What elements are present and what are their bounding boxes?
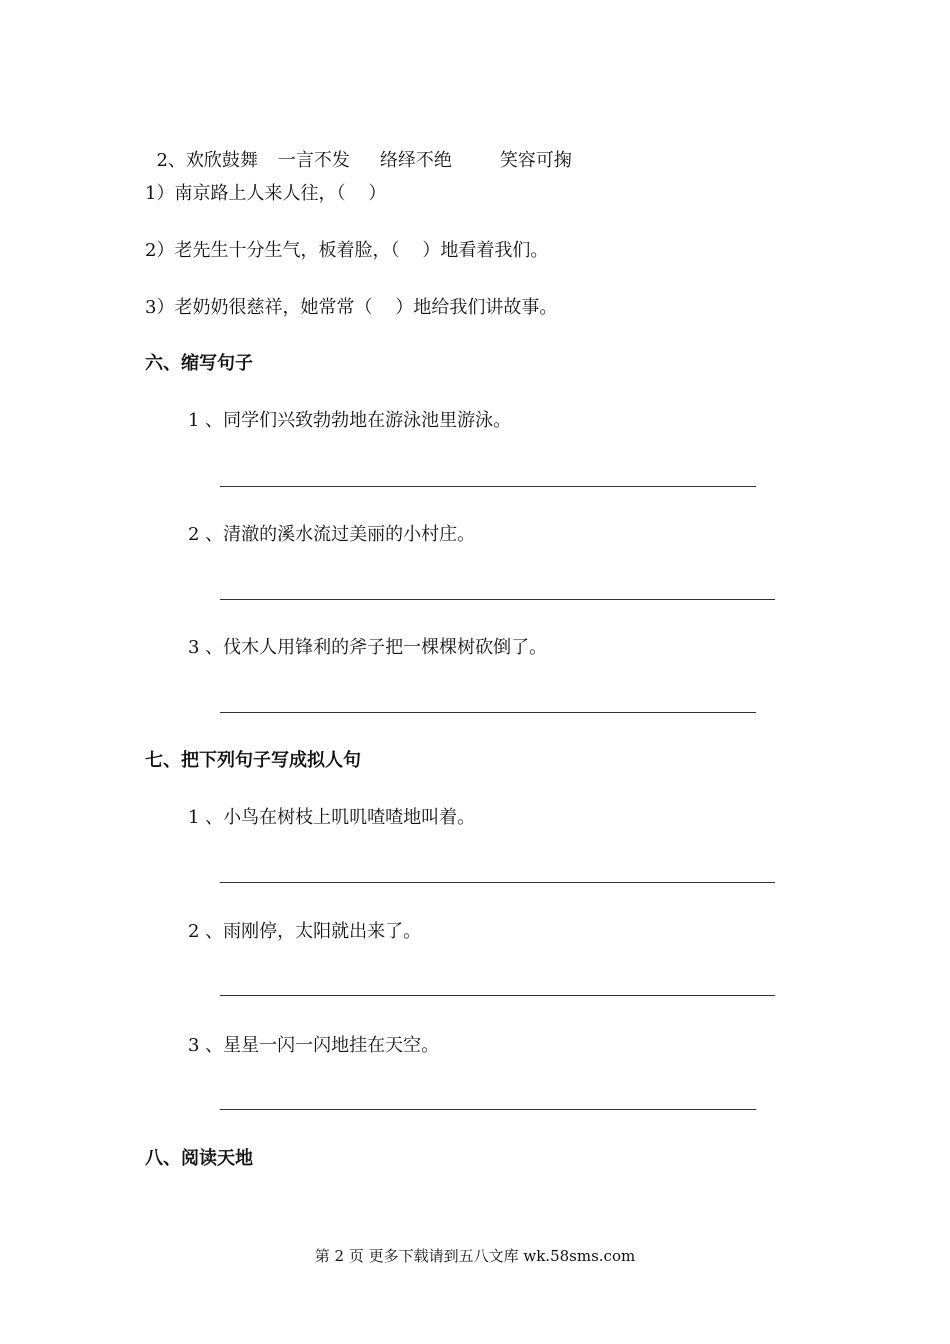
idiom-choice-2: 一言不发 [277,150,350,171]
section7-item-2: 2 、雨刚停，太阳就出来了。 [188,921,422,942]
section7-item-1: 1 、小鸟在树枝上叽叽喳喳地叫着。 [188,807,476,828]
answer-line[interactable] [220,995,775,996]
page-footer: 第 2 页 更多下载请到五八文库 wk.58sms.com [314,1247,636,1265]
idiom-choice-line [145,125,572,173]
section6-item-1: 1 、同学们兴致勃勃地在游泳池里游泳。 [188,410,512,431]
answer-line[interactable] [220,486,756,487]
answer-line[interactable] [220,882,775,883]
idiom-choice-1: 2、欢欣鼓舞 [156,150,258,171]
section-heading-8: 八、阅读天地 [145,1148,253,1169]
section7-item-3: 3 、星星一闪一闪地挂在天空。 [188,1035,440,1056]
idiom-sentence-1: 1）南京路上人来人往，（ ） [145,183,387,204]
idiom-choice-4: 笑容可掬 [499,150,572,171]
answer-line[interactable] [220,599,775,600]
answer-line[interactable] [220,712,756,713]
idiom-choice-3: 络绎不绝 [379,150,452,171]
section6-item-2: 2 、清澈的溪水流过美丽的小村庄。 [188,524,476,545]
section-heading-6: 六、缩写句子 [145,353,253,374]
section-heading-7: 七、把下列句子写成拟人句 [145,750,361,771]
idiom-sentence-3: 3）老奶奶很慈祥，她常常（ ）地给我们讲故事。 [145,297,558,318]
section6-item-3: 3 、伐木人用锋利的斧子把一棵棵树砍倒了。 [188,637,548,658]
idiom-sentence-2: 2）老先生十分生气，板着脸，（ ）地看着我们。 [145,240,549,261]
answer-line[interactable] [220,1109,756,1110]
